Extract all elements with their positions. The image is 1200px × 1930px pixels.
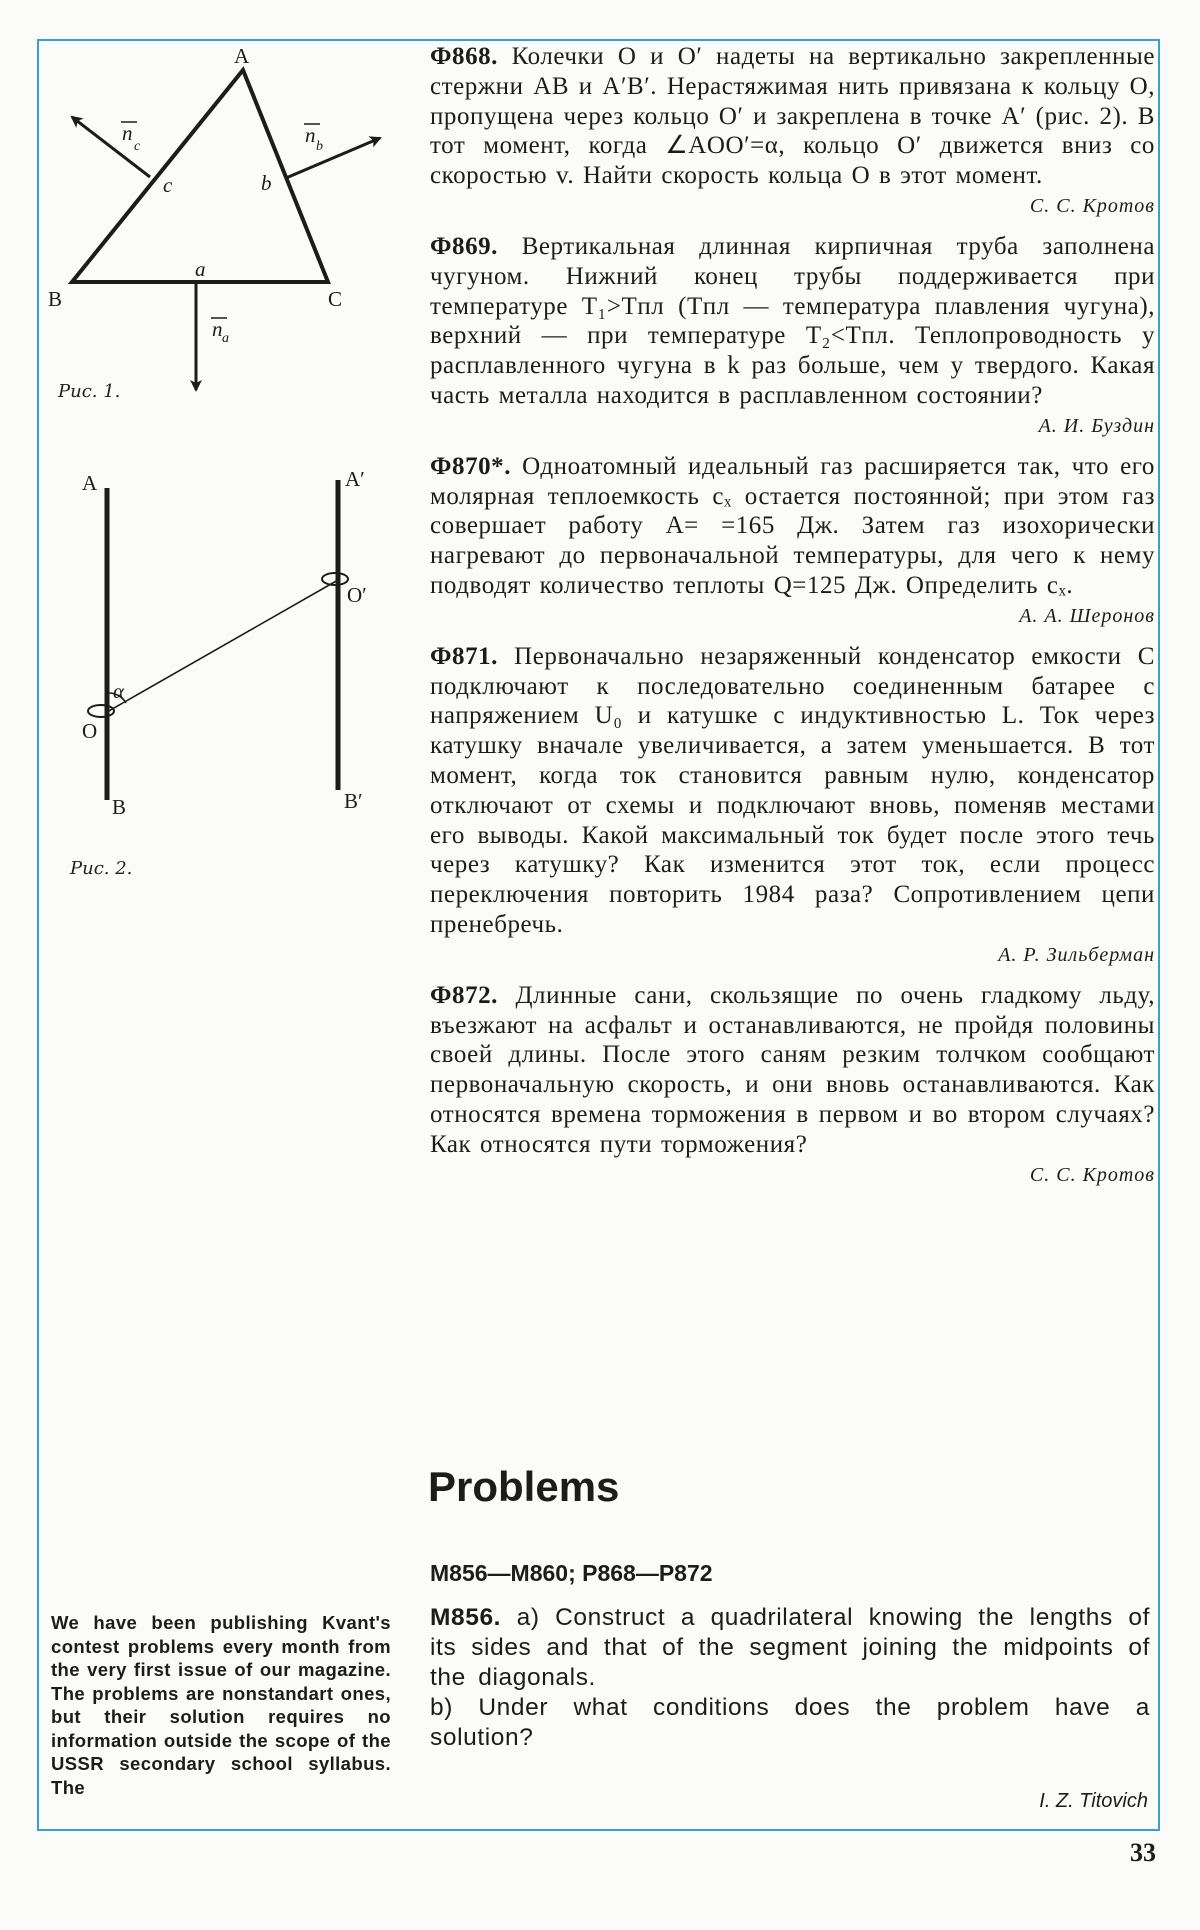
vertex-C-label: C xyxy=(328,287,343,311)
rod-A-prime-label: A′ xyxy=(345,467,365,491)
problem-author: А. Р. Зильберман xyxy=(998,943,1155,966)
problems-column xyxy=(430,42,1155,1201)
english-problem xyxy=(430,1603,1150,1753)
rod-B-label: B xyxy=(112,795,127,819)
rod-A-label: A xyxy=(82,471,98,495)
side-c-label: c xyxy=(163,173,173,197)
problem-author: С. С. Кротов xyxy=(1029,1163,1155,1186)
problem-number: Ф870*. xyxy=(430,452,512,480)
normal-b-arrow xyxy=(286,138,380,178)
figure-1-caption: Рис. 1. xyxy=(58,381,121,402)
problem-part-a: a) Construct a quadrilateral knowing the lengths of its sides and that of the segment joining the midpoints of the diagonals. xyxy=(430,1604,1150,1691)
problem-f870 xyxy=(430,452,1155,628)
problem-number: Ф869. xyxy=(430,232,498,260)
sidebar-note: We have been publishing Kvant's contest problems every month from the very first issue of our magazine. The problems are nonstandart ones, but their solution requires no information outside the scope of the USSR secondary school syllabus. The xyxy=(51,1612,391,1798)
ring-O-label: O xyxy=(82,719,98,743)
vertex-A-label: A xyxy=(234,44,250,68)
angle-alpha-label: α xyxy=(113,679,125,703)
figure-2-caption: Рис. 2. xyxy=(70,858,133,879)
problem-number: Ф872. xyxy=(430,981,498,1009)
problem-number: Ф868. xyxy=(430,43,498,70)
problem-f871 xyxy=(430,642,1155,967)
problem-author: А. А. Шеронов xyxy=(1019,604,1155,627)
page-number: 33 xyxy=(1130,1838,1156,1867)
problem-text: Первоначально незаряженный конденсатор емкости C подключают к последовательно соединенным батарее с напряжением U₀ и катушке с индуктивностью L. Ток через катушку вначале увеличивается, а затем уменьшается. В тот момент, когда ток становится равным нулю, конденсатор отключают от схемы и подключают вновь, поменяв местами его выводы. Какой максимальный ток будет после этого течь через катушку? Как изменится этот ток, если процесс переключения повторить 1984 раза? Сопротивлением цепи пренебречь. xyxy=(430,642,1155,938)
problem-number: Ф871. xyxy=(430,642,498,670)
problem-f872 xyxy=(430,981,1155,1187)
problem-number: M856. xyxy=(430,1604,502,1631)
english-author: I. Z. Titovich xyxy=(1039,1790,1148,1812)
normal-c-label: n xyxy=(122,121,133,145)
problem-text: Одноатомный идеальный газ расширяется так, что его молярная теплоемкость cₓ остается постоянной; при этом газ совершает работу A= =165 Дж. Затем газ изохорически нагревают до первоначальной температуры, для чего к нему подводят количество теплоты Q=125 Дж. Определить cₓ. xyxy=(430,452,1155,599)
normal-b-label: n xyxy=(305,123,316,147)
problem-author: С. С. Кротов xyxy=(1029,194,1155,217)
problem-f869 xyxy=(430,232,1155,438)
side-a-label: a xyxy=(195,257,206,281)
problem-part-b: b) Under what conditions does the problem have a solution? xyxy=(430,1694,1150,1751)
vertex-B-label: B xyxy=(48,287,63,311)
problem-f868 xyxy=(430,42,1155,218)
rod-B-prime-label: B′ xyxy=(344,789,363,813)
svg-text:c: c xyxy=(134,139,141,154)
ring-O-prime-label: O′ xyxy=(347,583,367,607)
problem-text: Колечки O и O′ надеты на вертикально закрепленные стержни AB и A′B′. Нерастяжимая нить привязана к кольцу O, пропущена через кольцо O′ и закреплена в точке A′ (рис. 2). В тот момент, когда ∠AOO′=α, кольцо O′ движется вниз со скоростью v. Найти скорость кольца O в этот момент. xyxy=(430,43,1155,190)
problem-text: Вертикальная длинная кирпичная труба заполнена чугуном. Нижний конец трубы поддерживается при температуре T₁>Tпл (Tпл — температура плавления чугуна), верхний — при температуре T₂<Tпл. Теплопроводность у расплавленного чугуна в k раз больше, чем у твердого. Какая часть металла находится в расплавленном состоянии? xyxy=(430,232,1155,409)
svg-text:b: b xyxy=(316,139,323,154)
side-b-label: b xyxy=(261,171,272,195)
section-subheading: M856—M860; P868—P872 xyxy=(430,1560,713,1586)
problem-text: Длинные сани, скользящие по очень гладкому льду, въезжают на асфальт и останавливаются, не пройдя половины своей длины. После этого саням резким толчком сообщают первоначальную скорость, и они вновь останавливаются. Как относятся времена торможения в первом и во втором случаях? Как относятся пути торможения? xyxy=(430,981,1155,1158)
svg-text:a: a xyxy=(222,331,229,346)
section-heading: Problems xyxy=(428,1463,620,1510)
figure-1-triangle xyxy=(48,44,380,390)
figures-area xyxy=(0,0,430,900)
problem-author: А. И. Буздин xyxy=(1038,414,1155,437)
normal-a-label: n xyxy=(212,317,223,341)
figure-2-rods xyxy=(82,467,367,819)
